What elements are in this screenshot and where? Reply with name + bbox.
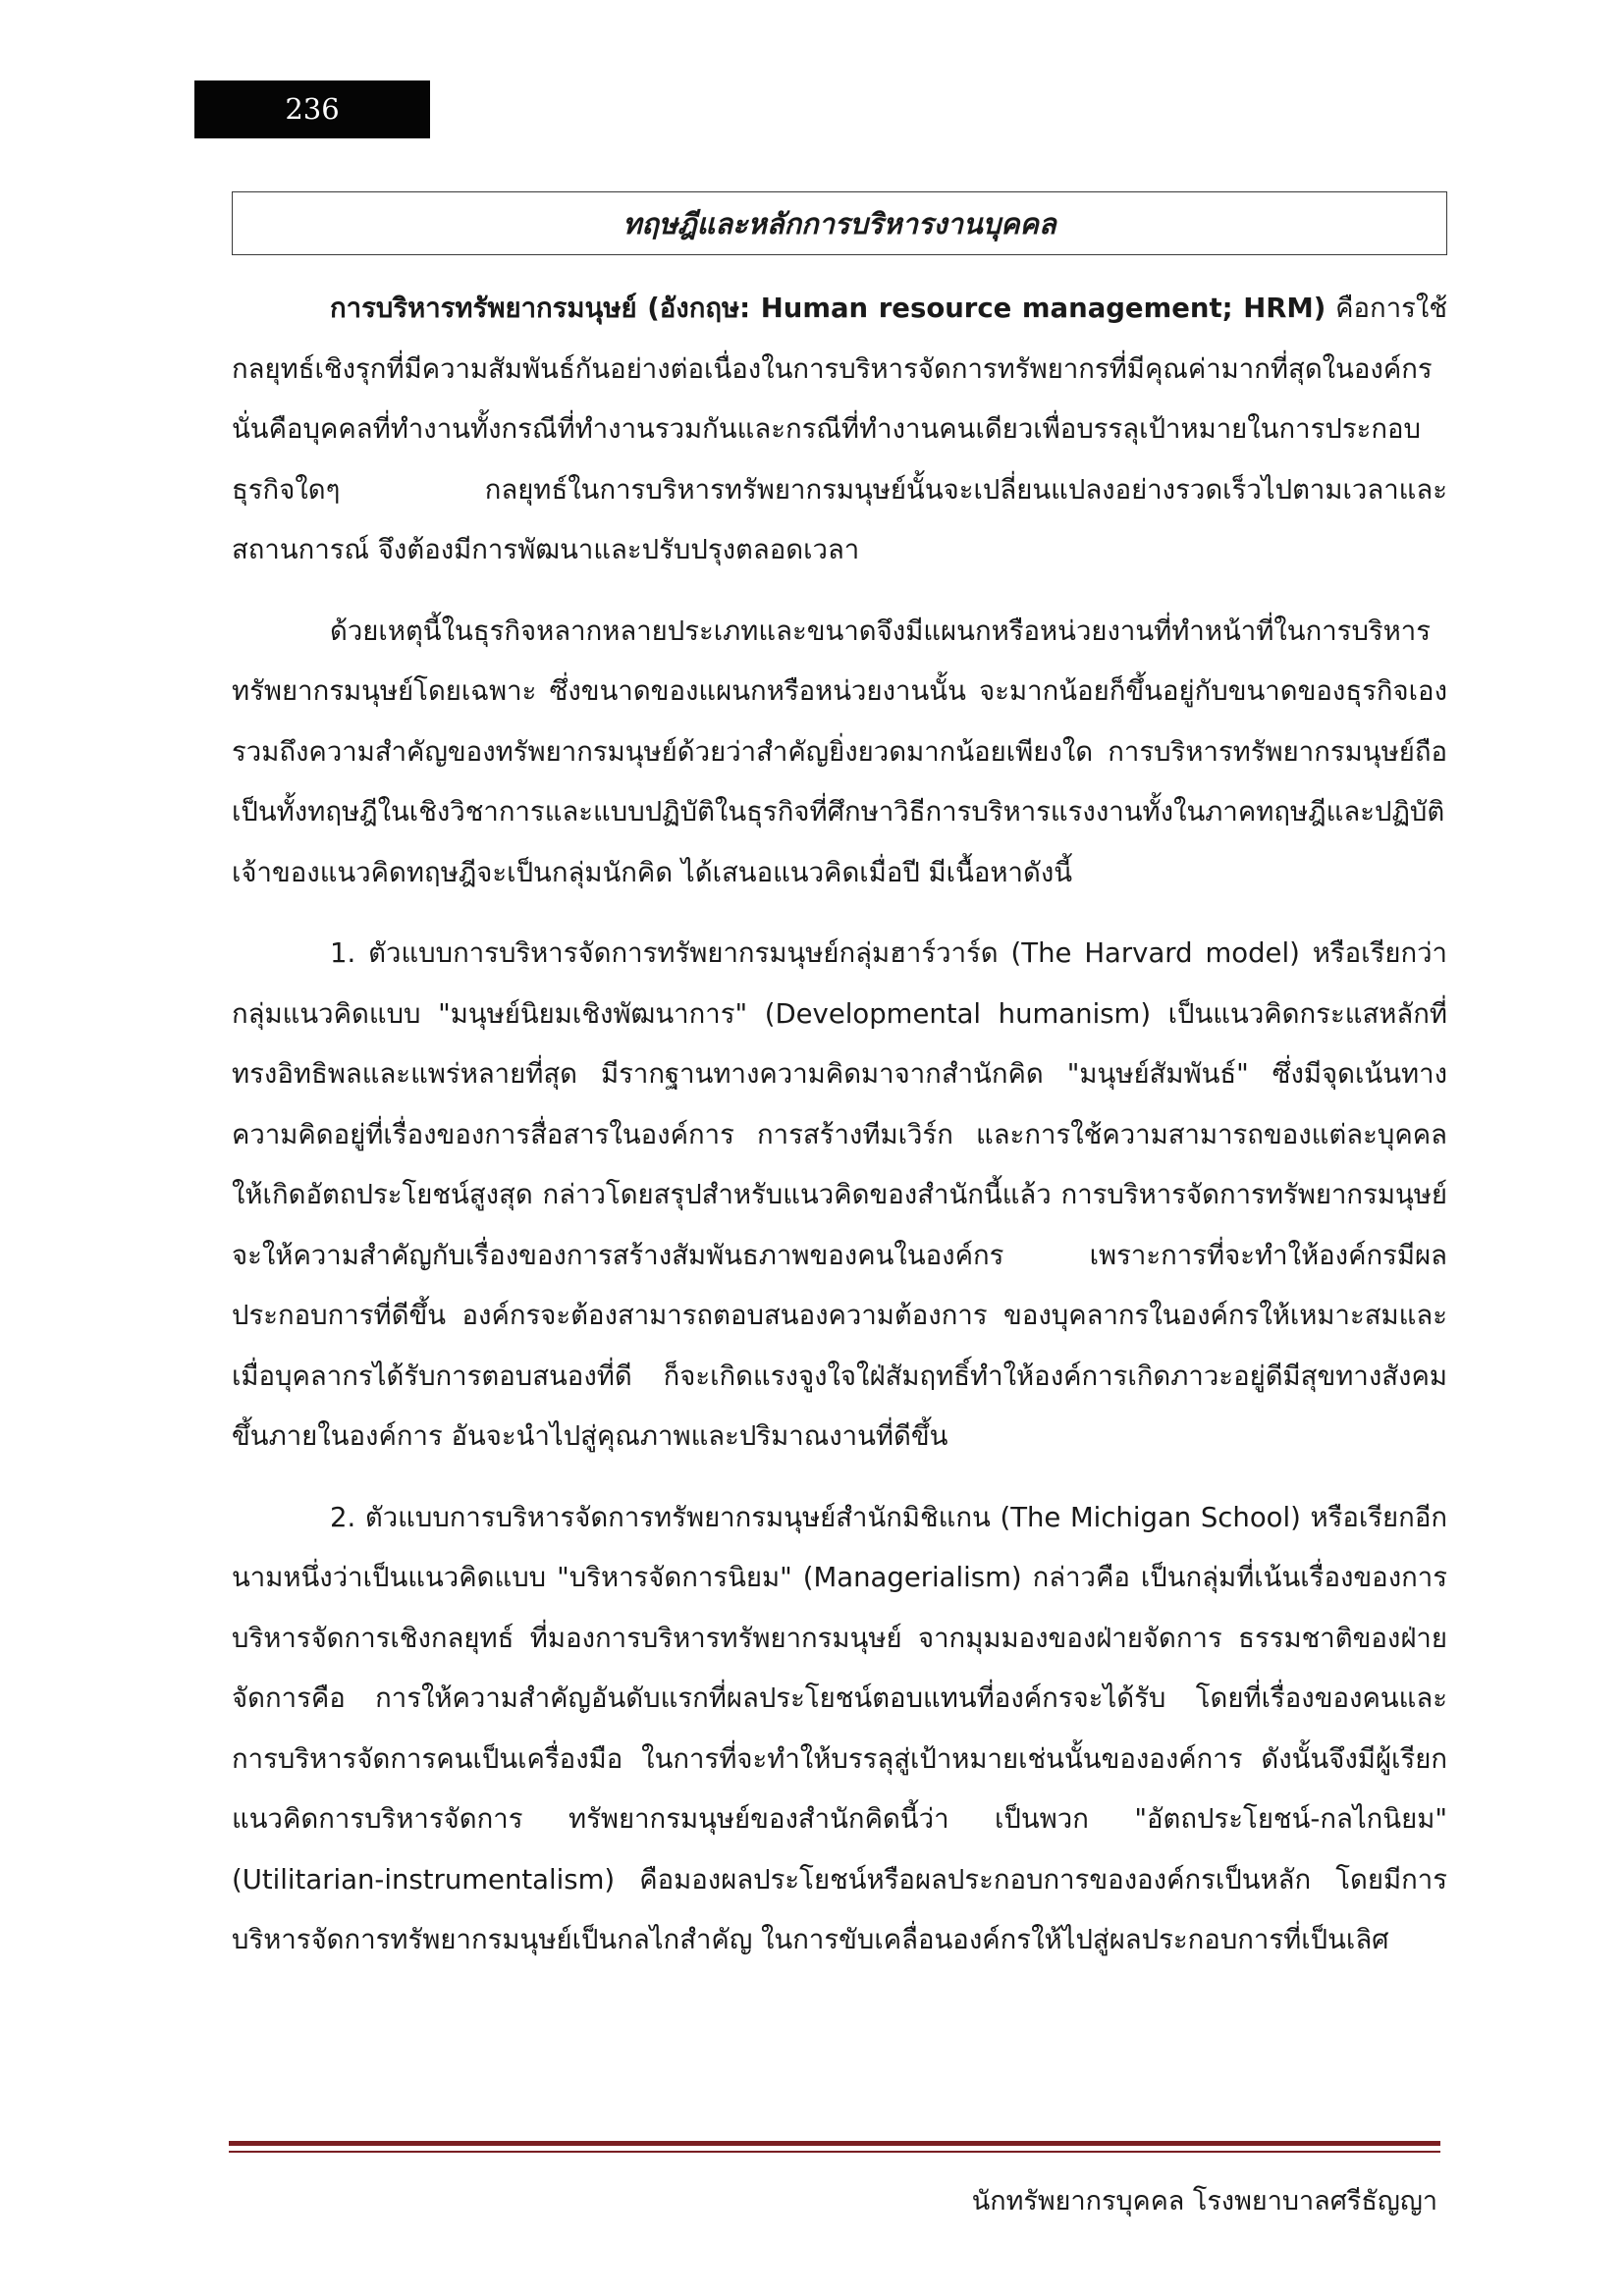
paragraph-hr-department [232, 602, 1447, 904]
footer-rule-thin [229, 2151, 1440, 2153]
paragraph-text: 1. ตัวแบบการบริหารจัดการทรัพยากรมนุษย์กลุ่มฮาร์วาร์ด (The Harvard model) หรือเรียกว่ากลุ่มแนวคิดแบบ "มนุษย์นิยมเชิงพัฒนาการ" (Developmental humanism) เป็นแนวคิดกระแสหลักที่ทรงอิทธิพลและแพร่หลายที่สุด มีรากฐานทางความคิดมาจากสำนักคิด "มนุษย์สัมพันธ์" ซึ่งมีจุดเน้นทางความคิดอยู่ที่เรื่องของการสื่อสารในองค์การ การสร้างทีมเวิร์ก และการใช้ความสามารถของแต่ละบุคคลให้เกิดอัตถประโยชน์สูงสุด กล่าวโดยสรุปสำหรับแนวคิดของสำนักนี้แล้ว การบริหารจัดการทรัพยากรมนุษย์จะให้ความสำคัญกับเรื่องของการสร้างสัมพันธภาพของคนในองค์กร เพราะการที่จะทำให้องค์กรมีผลประกอบการที่ดีขึ้น องค์กรจะต้องสามารถตอบสนองความต้องการ ของบุคลากรในองค์กรให้เหมาะสมและเมื่อบุคลากรได้รับการตอบสนองที่ดี ก็จะเกิดแรงจูงใจใฝ่สัมฤทธิ์ทำให้องค์การเกิดภาวะอยู่ดีมีสุขทางสังคมขึ้นภายในองค์การ อันจะนำไปสู่คุณภาพและปริมาณงานที่ดีขึ้น [232, 937, 1447, 1452]
paragraph-harvard-model [232, 924, 1447, 1468]
document-title: ทฤษฎีและหลักการบริหารงานบุคคล [623, 206, 1056, 240]
title-box [232, 191, 1447, 255]
footer-rule-thick [229, 2141, 1440, 2146]
paragraph-lead-term: การบริหารทรัพยากรมนุษย์ (อังกฤษ: Human resource management; HRM) [330, 293, 1326, 324]
paragraph-text: คือการใช้กลยุทธ์เชิงรุกที่มีความสัมพันธ์กันอย่างต่อเนื่องในการบริหารจัดการทรัพยากรที่มีคุณค่ามากที่สุดในองค์กร นั่นคือบุคคลที่ทำงานทั้งกรณีที่ทำงานรวมกันและกรณีที่ทำงานคนเดียวเพื่อบรรลุเป้าหมายในการประกอบธุรกิจใดๆ กลยุทธ์ในการบริหารทรัพยากรมนุษย์นั้นจะเปลี่ยนแปลงอย่างรวดเร็วไปตามเวลาและสถานการณ์ จึงต้องมีการพัฒนาและปรับปรุงตลอดเวลา [232, 293, 1447, 565]
footer-text: นักทรัพยากรบุคคล โรงพยาบาลศรีธัญญา [971, 2186, 1437, 2216]
paragraph-hrm-definition [232, 279, 1447, 581]
paragraph-text: 2. ตัวแบบการบริหารจัดการทรัพยากรมนุษย์สำนักมิชิแกน (The Michigan School) หรือเรียกอีกนามหนึ่งว่าเป็นแนวคิดแบบ "บริหารจัดการนิยม" (Managerialism) กล่าวคือ เป็นกลุ่มที่เน้นเรื่องของการบริหารจัดการเชิงกลยุทธ์ ที่มองการบริหารทรัพยากรมนุษย์ จากมุมมองของฝ่ายจัดการ ธรรมชาติของฝ่ายจัดการคือ การให้ความสำคัญอันดับแรกที่ผลประโยชน์ตอบแทนที่องค์กรจะได้รับ โดยที่เรื่องของคนและการบริหารจัดการคนเป็นเครื่องมือ ในการที่จะทำให้บรรลุสู่เป้าหมายเช่นนั้นขององค์การ ดังนั้นจึงมีผู้เรียกแนวคิดการบริหารจัดการ ทรัพยากรมนุษย์ของสำนักคิดนี้ว่า เป็นพวก "อัตถประโยชน์-กลไกนิยม" (Utilitarian-instrumentalism) คือมองผลประโยชน์หรือผลประกอบการขององค์กรเป็นหลัก โดยมีการบริหารจัดการทรัพยากรมนุษย์เป็นกลไกสำคัญ ในการขับเคลื่อนองค์กรให้ไปสู่ผลประกอบการที่เป็นเลิศ [232, 1501, 1447, 1955]
paragraph-michigan-school [232, 1488, 1447, 1971]
paragraph-text: ด้วยเหตุนี้ในธุรกิจหลากหลายประเภทและขนาดจึงมีแผนกหรือหน่วยงานที่ทำหน้าที่ในการบริหารทรัพยากรมนุษย์โดยเฉพาะ ซึ่งขนาดของแผนกหรือหน่วยงานนั้น จะมากน้อยก็ขึ้นอยู่กับขนาดของธุรกิจเองรวมถึงความสำคัญของทรัพยากรมนุษย์ด้วยว่าสำคัญยิ่งยวดมากน้อยเพียงใด การบริหารทรัพยากรมนุษย์ถือเป็นทั้งทฤษฎีในเชิงวิชาการและแบบปฏิบัติในธุรกิจที่ศึกษาวิธีการบริหารแรงงานทั้งในภาคทฤษฎีและปฏิบัติ เจ้าของแนวคิดทฤษฎีจะเป็นกลุ่มนักคิด ได้เสนอแนวคิดเมื่อปี มีเนื้อหาดังนี้ [232, 614, 1447, 888]
body-content [232, 279, 1447, 1971]
page-number: 236 [194, 80, 430, 138]
